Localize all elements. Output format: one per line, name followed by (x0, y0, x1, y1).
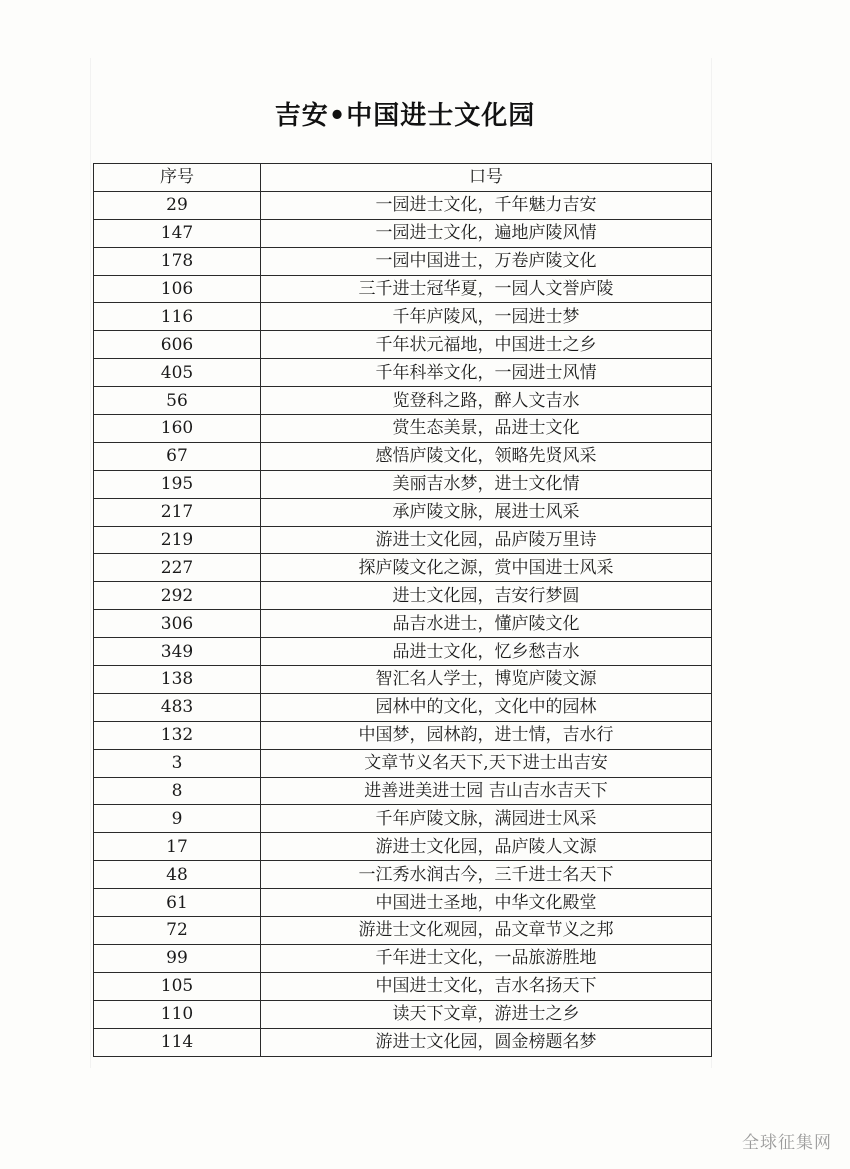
header-number: 序号 (94, 164, 261, 192)
table-row (94, 470, 712, 498)
row-number: 105 (94, 972, 261, 1000)
row-number: 306 (94, 610, 261, 638)
row-slogan: 三千进士冠华夏，一园人文誉庐陵 (261, 275, 712, 303)
row-slogan: 中国梦，园林韵，进士情，吉水行 (261, 721, 712, 749)
row-number: 227 (94, 554, 261, 582)
site-watermark: 全球征集网 (742, 1133, 832, 1153)
row-number: 405 (94, 359, 261, 387)
row-number: 56 (94, 387, 261, 415)
row-slogan: 文章节义名天下,天下进士出吉安 (261, 749, 712, 777)
row-number: 178 (94, 247, 261, 275)
row-slogan: 品进士文化，忆乡愁吉水 (261, 638, 712, 666)
row-number: 132 (94, 721, 261, 749)
table-row (94, 917, 712, 945)
table-row (94, 805, 712, 833)
row-number: 195 (94, 470, 261, 498)
table-row (94, 247, 712, 275)
row-number: 219 (94, 526, 261, 554)
row-slogan: 园林中的文化，文化中的园林 (261, 693, 712, 721)
row-number: 67 (94, 442, 261, 470)
row-number: 217 (94, 498, 261, 526)
row-slogan: 进士文化园，吉安行梦圆 (261, 582, 712, 610)
row-number: 106 (94, 275, 261, 303)
row-slogan: 一园中国进士，万卷庐陵文化 (261, 247, 712, 275)
table-row (94, 693, 712, 721)
row-slogan: 游进士文化观园，品文章节义之邦 (261, 917, 712, 945)
row-number: 61 (94, 889, 261, 917)
table-row (94, 721, 712, 749)
table-body (94, 191, 712, 1056)
row-slogan: 游进士文化园，品庐陵万里诗 (261, 526, 712, 554)
row-slogan: 探庐陵文化之源，赏中国进士风采 (261, 554, 712, 582)
table-row (94, 303, 712, 331)
row-number: 9 (94, 805, 261, 833)
table-row (94, 666, 712, 694)
row-slogan: 品吉水进士，懂庐陵文化 (261, 610, 712, 638)
table-row (94, 1000, 712, 1028)
row-number: 138 (94, 666, 261, 694)
row-number: 29 (94, 191, 261, 219)
table-row (94, 944, 712, 972)
table-row (94, 889, 712, 917)
header-slogan: 口号 (261, 164, 712, 192)
row-number: 116 (94, 303, 261, 331)
table-row (94, 219, 712, 247)
table-row (94, 833, 712, 861)
row-slogan: 一园进士文化，千年魅力吉安 (261, 191, 712, 219)
row-slogan: 千年科举文化，一园进士风情 (261, 359, 712, 387)
table-row (94, 359, 712, 387)
row-number: 8 (94, 777, 261, 805)
row-slogan: 千年状元福地，中国进士之乡 (261, 331, 712, 359)
table-row (94, 415, 712, 443)
table-row (94, 331, 712, 359)
row-slogan: 中国进士圣地，中华文化殿堂 (261, 889, 712, 917)
row-slogan: 游进士文化园，圆金榜题名梦 (261, 1028, 712, 1056)
row-slogan: 感悟庐陵文化，领略先贤风采 (261, 442, 712, 470)
document-title: 吉安•中国进士文化园 (274, 101, 536, 131)
row-number: 110 (94, 1000, 261, 1028)
table-row (94, 526, 712, 554)
table-row (94, 442, 712, 470)
table-row (94, 638, 712, 666)
table-row (94, 582, 712, 610)
row-slogan: 智汇名人学士，博览庐陵文源 (261, 666, 712, 694)
slogan-table (93, 163, 712, 1057)
table-row (94, 191, 712, 219)
table-row (94, 275, 712, 303)
row-slogan: 览登科之路，醉人文吉水 (261, 387, 712, 415)
row-slogan: 进善进美进士园 吉山吉水吉天下 (261, 777, 712, 805)
row-slogan: 读天下文章，游进士之乡 (261, 1000, 712, 1028)
row-slogan: 承庐陵文脉，展进士风采 (261, 498, 712, 526)
row-slogan: 千年庐陵风，一园进士梦 (261, 303, 712, 331)
row-number: 72 (94, 917, 261, 945)
row-number: 160 (94, 415, 261, 443)
table-row (94, 777, 712, 805)
table-header-row (94, 164, 712, 192)
row-number: 349 (94, 638, 261, 666)
table-row (94, 861, 712, 889)
row-slogan: 赏生态美景，品进士文化 (261, 415, 712, 443)
row-number: 483 (94, 693, 261, 721)
row-slogan: 千年进士文化，一品旅游胜地 (261, 944, 712, 972)
row-number: 114 (94, 1028, 261, 1056)
row-number: 99 (94, 944, 261, 972)
row-number: 292 (94, 582, 261, 610)
table-row (94, 610, 712, 638)
table-row (94, 749, 712, 777)
row-slogan: 一园进士文化，遍地庐陵风情 (261, 219, 712, 247)
row-slogan: 美丽吉水梦，进士文化情 (261, 470, 712, 498)
table-row (94, 498, 712, 526)
row-slogan: 一江秀水润古今，三千进士名天下 (261, 861, 712, 889)
row-slogan: 游进士文化园，品庐陵人文源 (261, 833, 712, 861)
row-slogan: 千年庐陵文脉，满园进士风采 (261, 805, 712, 833)
row-number: 606 (94, 331, 261, 359)
row-slogan: 中国进士文化，吉水名扬天下 (261, 972, 712, 1000)
table-row (94, 1028, 712, 1056)
row-number: 17 (94, 833, 261, 861)
row-number: 48 (94, 861, 261, 889)
row-number: 3 (94, 749, 261, 777)
row-number: 147 (94, 219, 261, 247)
table-row (94, 387, 712, 415)
table-row (94, 972, 712, 1000)
table-row (94, 554, 712, 582)
